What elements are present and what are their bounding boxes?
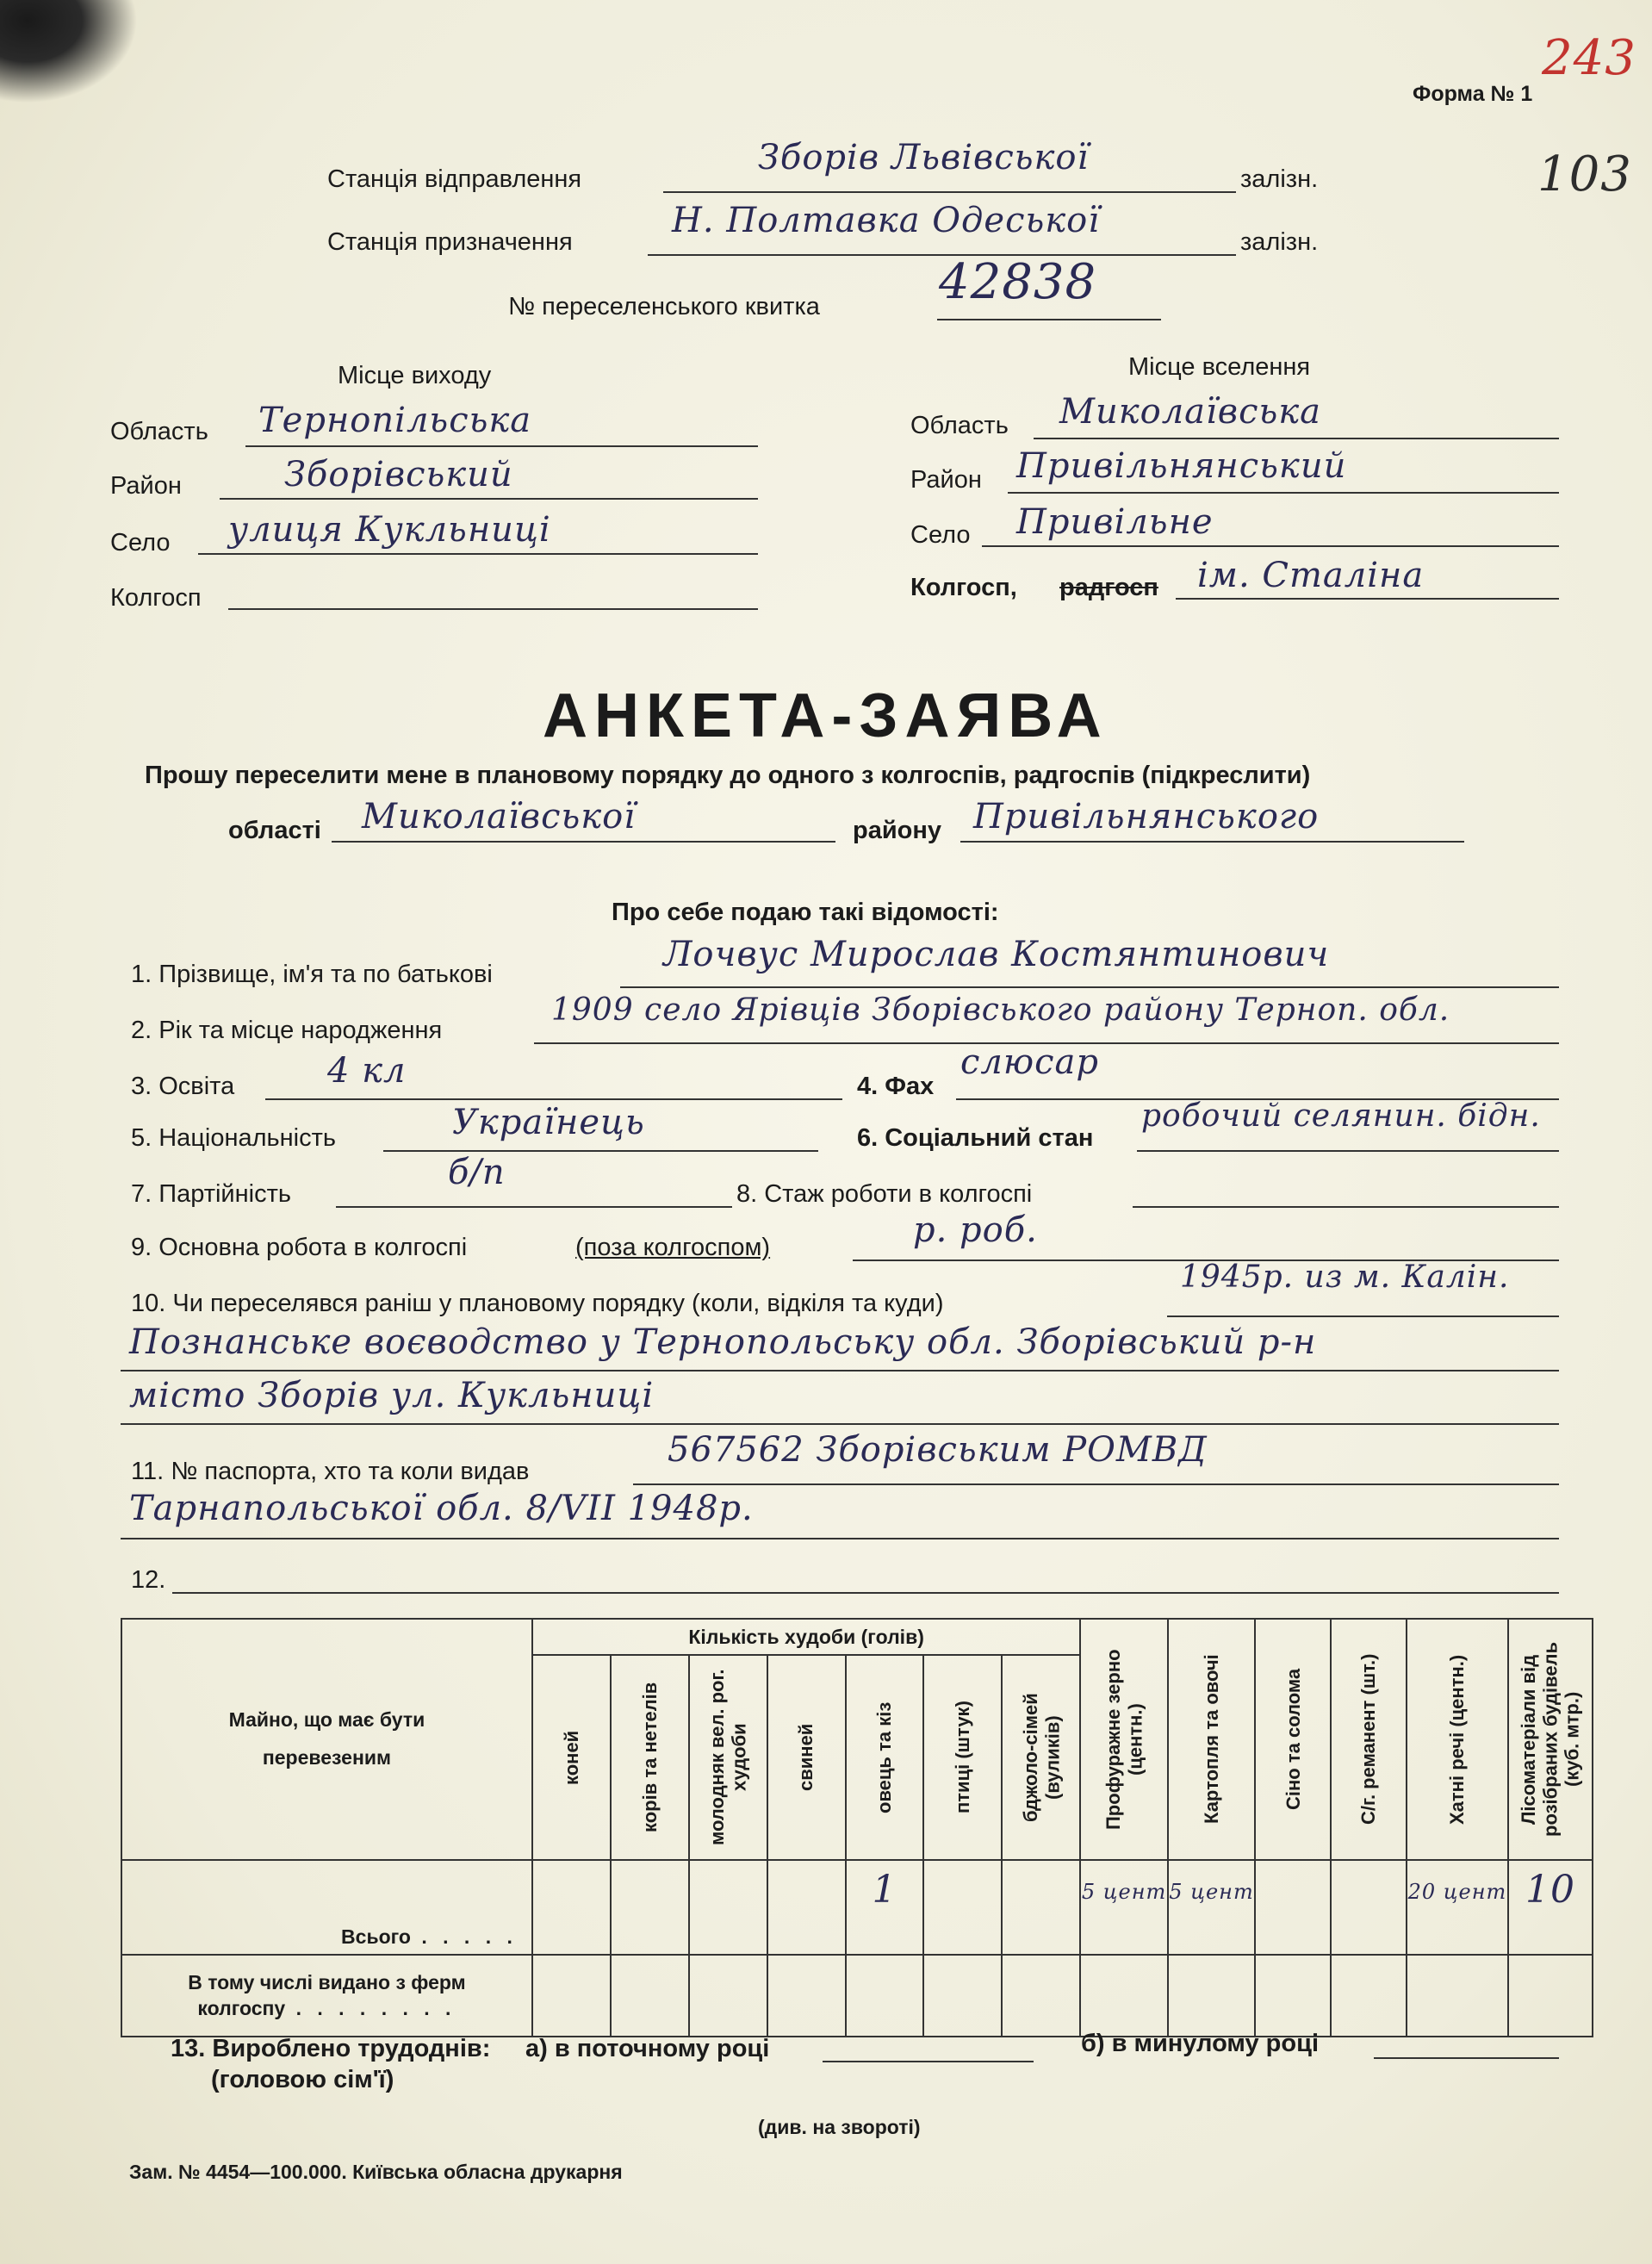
field-10-value-2: Познанське воєводство у Тернопольську обл. Зборівський р-н: [129, 1322, 1317, 1362]
departure-railway: залізн.: [1240, 165, 1319, 193]
property-table: [121, 1618, 1593, 2037]
field-11-value-1: 567562 Зборівським РОМВД: [668, 1430, 1208, 1470]
total-cell-2: [611, 1860, 689, 1955]
field-5-value: Українець: [452, 1103, 645, 1142]
col-header-4: свиней: [767, 1655, 846, 1860]
field-13b-label: б) в минулому році: [1081, 2030, 1319, 2057]
dest-heading: Місце вселення: [1128, 353, 1311, 381]
total-cell-11: [1331, 1860, 1407, 1955]
request-oblast-value: Миколаївської: [362, 797, 637, 837]
farm-cell-9: [1168, 1955, 1255, 2037]
see-back-note: (див. на звороті): [758, 2116, 921, 2138]
dest-kolhosp-value: ім. Сталіна: [1197, 556, 1425, 595]
field-13-label: 13. Вироблено трудоднів:: [171, 2035, 491, 2062]
col-header-7: бджоло-сімей (вуликів): [1002, 1655, 1080, 1860]
destination-station-label: Станція призначення: [327, 228, 573, 256]
farm-cell-4: [767, 1955, 846, 2037]
row-farm-label: В тому числі видано з ферм колгоспу . . . . . . . .: [188, 1970, 466, 2019]
table-row-farm: [121, 1955, 1593, 2037]
origin-raion-label: Район: [110, 472, 182, 500]
ticket-label: № переселенського квитка: [508, 293, 820, 320]
intro-text: Про себе подаю такі відомості:: [612, 899, 999, 926]
form-number: Форма № 1: [1413, 82, 1533, 106]
oblast-word: області: [228, 817, 321, 844]
farm-cell-6: [923, 1955, 1002, 2037]
field-10-label: 10. Чи переселявся раніш у плановому порядку (коли, відкіля та куди): [131, 1290, 944, 1317]
total-cell-9: 5 цент: [1168, 1860, 1255, 1955]
destination-railway: залізн.: [1240, 228, 1319, 256]
ticket-value: 42838: [939, 254, 1097, 310]
printer-footer: Зам. № 4454—100.000. Київська обласна друкарня: [129, 2161, 623, 2183]
col-header-9: Картопля та овочі: [1168, 1619, 1255, 1860]
field-2-value: 1909 село Ярівців Зборівського району Терноп. обл.: [551, 992, 1450, 1028]
field-9-value: р. роб.: [913, 1210, 1038, 1250]
origin-heading: Місце виходу: [338, 362, 492, 389]
total-cell-5: 1: [846, 1860, 924, 1955]
dest-raion-label: Район: [910, 466, 982, 494]
field-8-label: 8. Стаж роботи в колгоспі: [736, 1180, 1033, 1208]
field-10-value-1: 1945р. из м. Калін.: [1180, 1260, 1510, 1295]
farm-cell-8: [1080, 1955, 1167, 2037]
dest-oblast-value: Миколаївська: [1059, 392, 1321, 432]
form-title: АНКЕТА-ЗАЯВА: [543, 681, 1109, 750]
origin-oblast-value: Тернопільська: [258, 401, 532, 440]
total-cell-7: [1002, 1860, 1080, 1955]
farm-cell-10: [1255, 1955, 1331, 2037]
col-header-12: Хатні речі (центн.): [1407, 1619, 1508, 1860]
field-4-label: 4. Фах: [857, 1073, 935, 1100]
total-cell-10: [1255, 1860, 1331, 1955]
origin-selo-value: улиця Кукльниці: [228, 510, 551, 550]
field-11-label: 11. № паспорта, хто та коли видав: [131, 1458, 530, 1485]
farm-cell-3: [689, 1955, 767, 2037]
dest-oblast-label: Область: [910, 412, 1009, 439]
livestock-group-header: Кількість худоби (голів): [532, 1619, 1080, 1655]
field-12-label: 12.: [131, 1566, 166, 1594]
col-header-2: корів та нетелів: [611, 1655, 689, 1860]
row-total-label: Всього: [341, 1925, 411, 1948]
dest-radhosp-label: радгосп: [1059, 574, 1158, 601]
table-row-total: Всього . . . . . 1 5 цент 5 цент 20 цент 10: [121, 1860, 1593, 1955]
col-header-8: Профуражне зерно (центн.): [1080, 1619, 1167, 1860]
dest-raion-value: Привільнянський: [1016, 446, 1347, 486]
dest-selo-value: Привільне: [1016, 502, 1214, 542]
origin-raion-value: Зборівський: [284, 455, 513, 494]
farm-cell-7: [1002, 1955, 1080, 2037]
col-header-3: молодняк вел. рог. худоби: [689, 1655, 767, 1860]
dest-selo-label: Село: [910, 521, 971, 549]
total-cell-12: 20 цент: [1407, 1860, 1508, 1955]
total-cell-1: [532, 1860, 611, 1955]
col-header-13: Лісоматеріали від розібраних будівель (куб. мтр.): [1508, 1619, 1593, 1860]
archive-mark-pencil: 103: [1537, 146, 1632, 202]
departure-value: Зборів Львівської: [758, 138, 1090, 177]
table-left-header: Майно, що має бути перевезеним: [121, 1619, 532, 1860]
field-13a-label: а) в поточному році: [525, 2035, 770, 2062]
field-7-label: 7. Партійність: [131, 1180, 291, 1208]
field-2-label: 2. Рік та місце народження: [131, 1017, 443, 1044]
col-header-10: Сіно та солома: [1255, 1619, 1331, 1860]
departure-label: Станція відправлення: [327, 165, 582, 193]
farm-cell-1: [532, 1955, 611, 2037]
origin-selo-label: Село: [110, 529, 171, 557]
total-cell-8: 5 цент: [1080, 1860, 1167, 1955]
origin-kolhosp-label: Колгосп: [110, 584, 202, 612]
field-9-paren: (поза колгоспом): [575, 1234, 771, 1261]
field-3-label: 3. Освіта: [131, 1073, 235, 1100]
farm-cell-13: [1508, 1955, 1593, 2037]
field-1-value: Лочвус Мирослав Костянтинович: [663, 935, 1330, 974]
dest-kolhosp-label: Колгосп,: [910, 574, 1017, 601]
field-13-sub: (головою сім'ї): [211, 2066, 394, 2093]
paper-damage-stain: [0, 0, 138, 103]
total-cell-4: [767, 1860, 846, 1955]
col-header-1: коней: [532, 1655, 611, 1860]
field-9-label: 9. Основна робота в колгоспі: [131, 1234, 468, 1261]
raion-word: району: [853, 817, 942, 844]
col-header-11: С/г. реманент (шт.): [1331, 1619, 1407, 1860]
field-10-value-3: місто Зборів ул. Кукльниці: [129, 1376, 655, 1415]
field-6-label: 6. Соціальний стан: [857, 1124, 1094, 1152]
origin-oblast-label: Область: [110, 418, 208, 445]
field-4-value: слюсар: [960, 1042, 1099, 1082]
farm-cell-12: [1407, 1955, 1508, 2037]
field-3-value: 4 кл: [327, 1051, 407, 1091]
field-11-value-2: Тарнапольської обл. 8/VII 1948р.: [129, 1489, 754, 1528]
total-cell-13: 10: [1508, 1860, 1593, 1955]
destination-station-value: Н. Полтавка Одеської: [672, 201, 1101, 240]
farm-cell-11: [1331, 1955, 1407, 2037]
field-6-value: робочий селянин. бідн.: [1141, 1098, 1541, 1134]
col-header-5: овець та кіз: [846, 1655, 924, 1860]
field-1-label: 1. Прізвище, ім'я та по батькові: [131, 961, 493, 988]
total-cell-6: [923, 1860, 1002, 1955]
archive-mark-red: 243: [1542, 30, 1636, 86]
col-header-6: птиці (штук): [923, 1655, 1002, 1860]
total-cell-3: [689, 1860, 767, 1955]
farm-cell-2: [611, 1955, 689, 2037]
field-7-value: б/п: [448, 1153, 506, 1192]
field-5-label: 5. Національність: [131, 1124, 337, 1152]
request-text: Прошу переселити мене в плановому порядку до одного з колгоспів, радгоспів (підкреслити): [145, 762, 1311, 789]
request-raion-value: Привільнянського: [973, 797, 1320, 837]
farm-cell-5: [846, 1955, 924, 2037]
